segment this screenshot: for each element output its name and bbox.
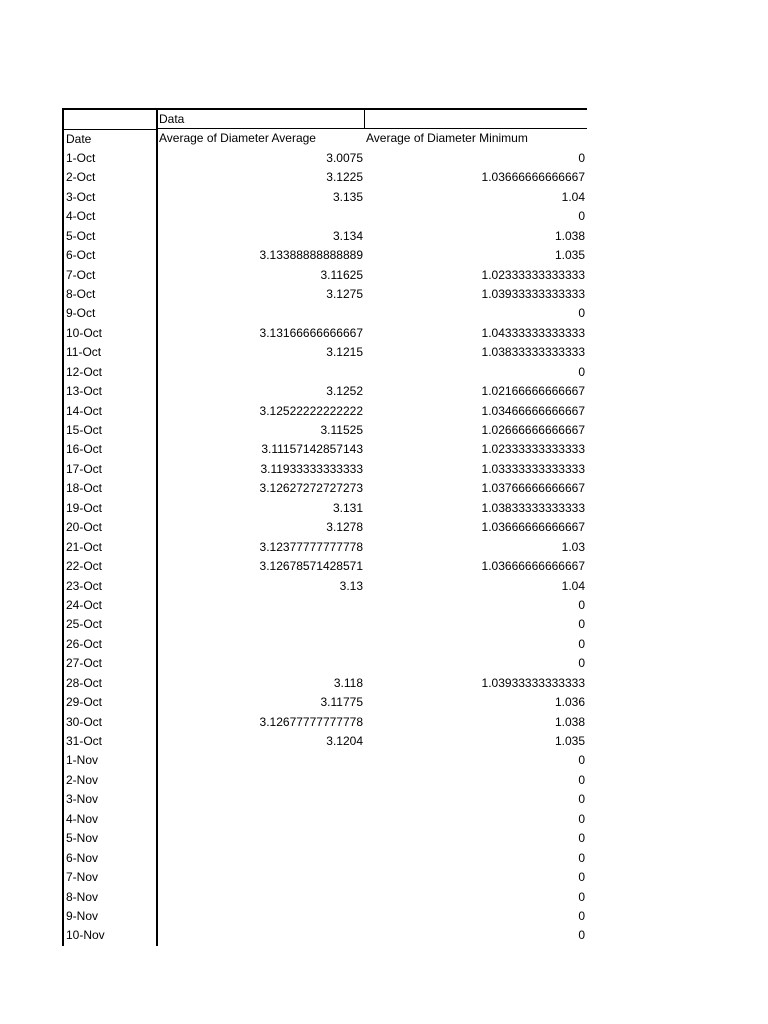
date-cell[interactable]: 19-Oct xyxy=(62,499,158,518)
table-row xyxy=(62,732,587,751)
avg-diameter-minimum-cell[interactable]: 1.03333333333333 xyxy=(481,461,585,476)
avg-diameter-minimum-cell[interactable]: 0 xyxy=(578,772,585,787)
table-row xyxy=(62,402,587,421)
avg-diameter-average-cell[interactable]: 3.134 xyxy=(332,228,363,243)
avg-diameter-average-cell[interactable]: 3.135 xyxy=(332,189,363,204)
avg-diameter-minimum-cell[interactable]: 1.02333333333333 xyxy=(481,442,585,457)
avg-diameter-average-header[interactable]: Average of Diameter Average xyxy=(159,131,316,146)
date-cell[interactable]: 8-Nov xyxy=(62,888,158,907)
avg-diameter-minimum-cell[interactable]: 1.04333333333333 xyxy=(481,325,585,340)
avg-diameter-average-cell[interactable]: 3.1275 xyxy=(326,286,363,301)
avg-diameter-minimum-cell[interactable]: 1.035 xyxy=(554,248,585,263)
avg-diameter-average-cell[interactable]: 3.118 xyxy=(333,675,363,690)
data-field-label[interactable]: Data xyxy=(158,110,365,129)
date-cell[interactable]: 10-Nov xyxy=(62,926,158,945)
date-cell[interactable]: 4-Oct xyxy=(62,207,158,226)
date-cell[interactable]: 12-Oct xyxy=(62,363,158,382)
avg-diameter-average-cell[interactable]: 3.0075 xyxy=(326,150,363,165)
table-row xyxy=(62,635,587,654)
date-cell[interactable]: 1-Nov xyxy=(62,751,158,770)
avg-diameter-minimum-cell[interactable]: 1.03933333333333 xyxy=(481,286,585,301)
date-cell[interactable]: 21-Oct xyxy=(62,538,158,557)
avg-diameter-average-cell[interactable]: 3.13388888888889 xyxy=(259,248,363,263)
avg-diameter-average-cell[interactable] xyxy=(158,635,365,654)
table-row xyxy=(62,363,587,382)
avg-diameter-average-cell[interactable]: 3.11625 xyxy=(320,267,363,282)
date-cell[interactable]: 3-Nov xyxy=(62,790,158,809)
table-row xyxy=(62,304,587,323)
avg-diameter-average-cell[interactable]: 3.12377777777778 xyxy=(259,539,363,554)
table-row xyxy=(62,713,587,732)
date-cell[interactable]: 9-Nov xyxy=(62,907,158,926)
avg-diameter-minimum-cell[interactable]: 0 xyxy=(578,908,585,923)
avg-diameter-average-cell[interactable]: 3.1225 xyxy=(326,170,363,185)
avg-diameter-minimum-cell[interactable]: 1.03666666666667 xyxy=(481,559,585,574)
date-cell[interactable]: 4-Nov xyxy=(62,810,158,829)
avg-diameter-minimum-cell[interactable]: 0 xyxy=(578,870,585,885)
avg-diameter-average-cell[interactable]: 3.12677777777778 xyxy=(259,714,363,729)
avg-diameter-minimum-cell[interactable]: 0 xyxy=(578,597,585,612)
avg-diameter-minimum-cell[interactable]: 1.02666666666667 xyxy=(481,423,585,437)
table-row xyxy=(62,440,587,459)
pivot-data-header-row xyxy=(62,108,587,129)
table-row xyxy=(62,538,587,557)
date-cell[interactable]: 2-Nov xyxy=(62,771,158,790)
avg-diameter-minimum-cell[interactable]: 0 xyxy=(578,636,585,651)
avg-diameter-average-cell[interactable] xyxy=(158,654,365,673)
avg-diameter-average-cell[interactable]: 3.12627272727273 xyxy=(259,481,363,496)
avg-diameter-minimum-cell[interactable]: 1.035 xyxy=(554,734,585,748)
date-cell[interactable]: 1-Oct xyxy=(62,149,158,168)
avg-diameter-average-cell[interactable] xyxy=(158,615,365,634)
table-row xyxy=(62,577,587,596)
date-cell[interactable]: 18-Oct xyxy=(62,479,158,498)
avg-diameter-minimum-cell[interactable]: 1.03666666666667 xyxy=(481,520,585,535)
avg-diameter-minimum-cell[interactable]: 1.03766666666667 xyxy=(481,481,585,496)
table-row xyxy=(62,499,587,518)
avg-diameter-minimum-cell[interactable]: 0 xyxy=(578,928,585,943)
date-cell[interactable]: 24-Oct xyxy=(62,596,158,615)
avg-diameter-average-cell[interactable] xyxy=(158,751,365,770)
avg-diameter-minimum-cell[interactable]: 1.03833333333333 xyxy=(481,345,585,360)
date-cell[interactable]: 23-Oct xyxy=(62,577,158,596)
date-cell[interactable]: 5-Nov xyxy=(62,829,158,848)
date-cell[interactable]: 10-Oct xyxy=(62,324,158,343)
date-cell[interactable]: 17-Oct xyxy=(62,460,158,479)
table-row xyxy=(62,266,587,285)
table-row xyxy=(62,849,587,868)
table-row xyxy=(62,810,587,829)
avg-diameter-minimum-cell[interactable]: 1.02166666666667 xyxy=(481,384,585,399)
table-row xyxy=(62,227,587,246)
date-cell[interactable]: 31-Oct xyxy=(62,732,158,751)
avg-diameter-average-cell[interactable]: 3.1278 xyxy=(326,520,363,535)
avg-diameter-minimum-cell[interactable]: 1.02333333333333 xyxy=(481,267,585,282)
date-cell[interactable]: 13-Oct xyxy=(62,382,158,401)
table-row xyxy=(62,479,587,498)
avg-diameter-minimum-cell[interactable]: 1.03833333333333 xyxy=(481,500,585,515)
avg-diameter-average-cell[interactable] xyxy=(158,868,365,887)
avg-diameter-average-cell[interactable]: 3.11775 xyxy=(320,695,363,710)
table-row xyxy=(62,771,587,790)
date-cell[interactable]: 9-Oct xyxy=(62,304,158,323)
avg-diameter-minimum-cell[interactable]: 0 xyxy=(578,209,585,224)
date-cell[interactable]: 27-Oct xyxy=(62,654,158,673)
pivot-table xyxy=(62,108,587,946)
avg-diameter-average-cell[interactable] xyxy=(158,849,365,868)
avg-diameter-minimum-header[interactable]: Average of Diameter Minimum xyxy=(366,131,528,146)
avg-diameter-minimum-cell[interactable]: 1.03 xyxy=(561,539,585,554)
avg-diameter-average-cell[interactable]: 3.13166666666667 xyxy=(259,325,363,340)
avg-diameter-average-cell[interactable]: 3.1215 xyxy=(326,345,363,360)
date-column-header[interactable]: Date xyxy=(62,129,158,148)
avg-diameter-minimum-cell[interactable]: 0 xyxy=(578,753,585,768)
date-cell[interactable]: 14-Oct xyxy=(62,402,158,421)
avg-diameter-minimum-cell[interactable]: 0 xyxy=(578,150,585,165)
table-row xyxy=(62,907,587,926)
avg-diameter-minimum-cell[interactable]: 1.04 xyxy=(561,578,585,593)
table-row xyxy=(62,460,587,479)
avg-diameter-average-cell[interactable] xyxy=(158,907,365,926)
table-row xyxy=(62,654,587,673)
avg-diameter-average-cell[interactable] xyxy=(158,790,365,809)
avg-diameter-average-cell[interactable] xyxy=(158,304,365,323)
date-cell[interactable]: 11-Oct xyxy=(62,343,158,362)
table-row xyxy=(62,149,587,168)
avg-diameter-minimum-cell[interactable]: 1.04 xyxy=(561,189,585,204)
table-row xyxy=(62,324,587,343)
avg-diameter-average-cell[interactable]: 3.12522222222222 xyxy=(259,403,363,418)
avg-diameter-average-cell[interactable]: 3.11933333333333 xyxy=(260,461,363,476)
avg-diameter-minimum-cell[interactable]: 1.038 xyxy=(554,228,585,243)
avg-diameter-minimum-cell[interactable]: 0 xyxy=(578,364,585,379)
avg-diameter-minimum-cell[interactable]: 0 xyxy=(578,306,585,321)
avg-diameter-average-cell[interactable]: 3.11157142857143 xyxy=(261,442,363,457)
avg-diameter-minimum-cell[interactable]: 0 xyxy=(578,811,585,826)
date-cell[interactable]: 16-Oct xyxy=(62,440,158,459)
table-row xyxy=(62,382,587,401)
table-row xyxy=(62,285,587,304)
avg-diameter-minimum-cell[interactable]: 0 xyxy=(578,617,585,632)
table-row xyxy=(62,790,587,809)
date-cell[interactable]: 7-Nov xyxy=(62,868,158,887)
date-cell[interactable]: 22-Oct xyxy=(62,557,158,576)
date-cell[interactable]: 8-Oct xyxy=(62,285,158,304)
avg-diameter-minimum-cell[interactable]: 1.038 xyxy=(554,714,585,729)
avg-diameter-minimum-cell[interactable]: 0 xyxy=(578,889,585,904)
date-cell[interactable]: 29-Oct xyxy=(62,693,158,712)
table-row xyxy=(62,168,587,187)
table-row xyxy=(62,751,587,770)
table-row xyxy=(62,557,587,576)
avg-diameter-average-cell[interactable] xyxy=(158,771,365,790)
table-row xyxy=(62,421,587,440)
date-cell[interactable]: 28-Oct xyxy=(62,674,158,693)
table-row xyxy=(62,596,587,615)
table-row xyxy=(62,888,587,907)
avg-diameter-average-cell[interactable]: 3.1252 xyxy=(326,384,363,399)
pivot-body xyxy=(62,149,587,946)
avg-diameter-average-cell[interactable] xyxy=(158,596,365,615)
avg-diameter-average-cell[interactable]: 3.11525 xyxy=(320,423,363,437)
date-cell[interactable]: 6-Oct xyxy=(62,246,158,265)
avg-diameter-minimum-cell[interactable]: 0 xyxy=(578,850,585,865)
avg-diameter-average-cell[interactable] xyxy=(158,810,365,829)
avg-diameter-minimum-cell[interactable]: 1.03933333333333 xyxy=(481,675,585,690)
table-row xyxy=(62,615,587,634)
pivot-corner-cell[interactable] xyxy=(62,110,158,129)
table-row xyxy=(62,868,587,887)
date-cell[interactable]: 6-Nov xyxy=(62,849,158,868)
avg-diameter-average-cell[interactable]: 3.13 xyxy=(339,578,363,593)
avg-diameter-minimum-cell[interactable]: 1.03666666666667 xyxy=(481,170,585,185)
avg-diameter-minimum-cell[interactable]: 1.036 xyxy=(554,695,585,710)
date-cell[interactable]: 7-Oct xyxy=(62,266,158,285)
table-row xyxy=(62,246,587,265)
table-row xyxy=(62,829,587,848)
avg-diameter-minimum-cell[interactable]: 1.03466666666667 xyxy=(481,403,585,418)
date-cell[interactable]: 26-Oct xyxy=(62,635,158,654)
avg-diameter-average-cell[interactable]: 3.131 xyxy=(332,500,363,515)
avg-diameter-minimum-cell[interactable]: 0 xyxy=(578,792,585,807)
avg-diameter-average-cell[interactable] xyxy=(158,829,365,848)
table-row xyxy=(62,207,587,226)
data-field-spacer[interactable] xyxy=(365,110,587,129)
avg-diameter-minimum-cell[interactable]: 0 xyxy=(578,831,585,846)
date-cell[interactable]: 15-Oct xyxy=(62,421,158,440)
date-cell[interactable]: 3-Oct xyxy=(62,188,158,207)
date-cell[interactable]: 2-Oct xyxy=(62,168,158,187)
table-row xyxy=(62,188,587,207)
avg-diameter-minimum-cell[interactable]: 0 xyxy=(578,656,585,671)
date-cell[interactable]: 20-Oct xyxy=(62,518,158,537)
avg-diameter-average-cell[interactable]: 3.1204 xyxy=(326,734,363,748)
avg-diameter-average-cell[interactable] xyxy=(158,926,365,945)
table-row xyxy=(62,926,587,945)
table-row xyxy=(62,518,587,537)
date-cell[interactable]: 5-Oct xyxy=(62,227,158,246)
table-row xyxy=(62,343,587,362)
column-header-row xyxy=(62,129,587,148)
avg-diameter-average-cell[interactable] xyxy=(158,888,365,907)
avg-diameter-average-cell[interactable] xyxy=(158,363,365,382)
date-cell[interactable]: 30-Oct xyxy=(62,713,158,732)
table-row xyxy=(62,693,587,712)
date-cell[interactable]: 25-Oct xyxy=(62,615,158,634)
table-row xyxy=(62,674,587,693)
avg-diameter-average-cell[interactable] xyxy=(158,207,365,226)
avg-diameter-average-cell[interactable]: 3.12678571428571 xyxy=(259,559,363,574)
